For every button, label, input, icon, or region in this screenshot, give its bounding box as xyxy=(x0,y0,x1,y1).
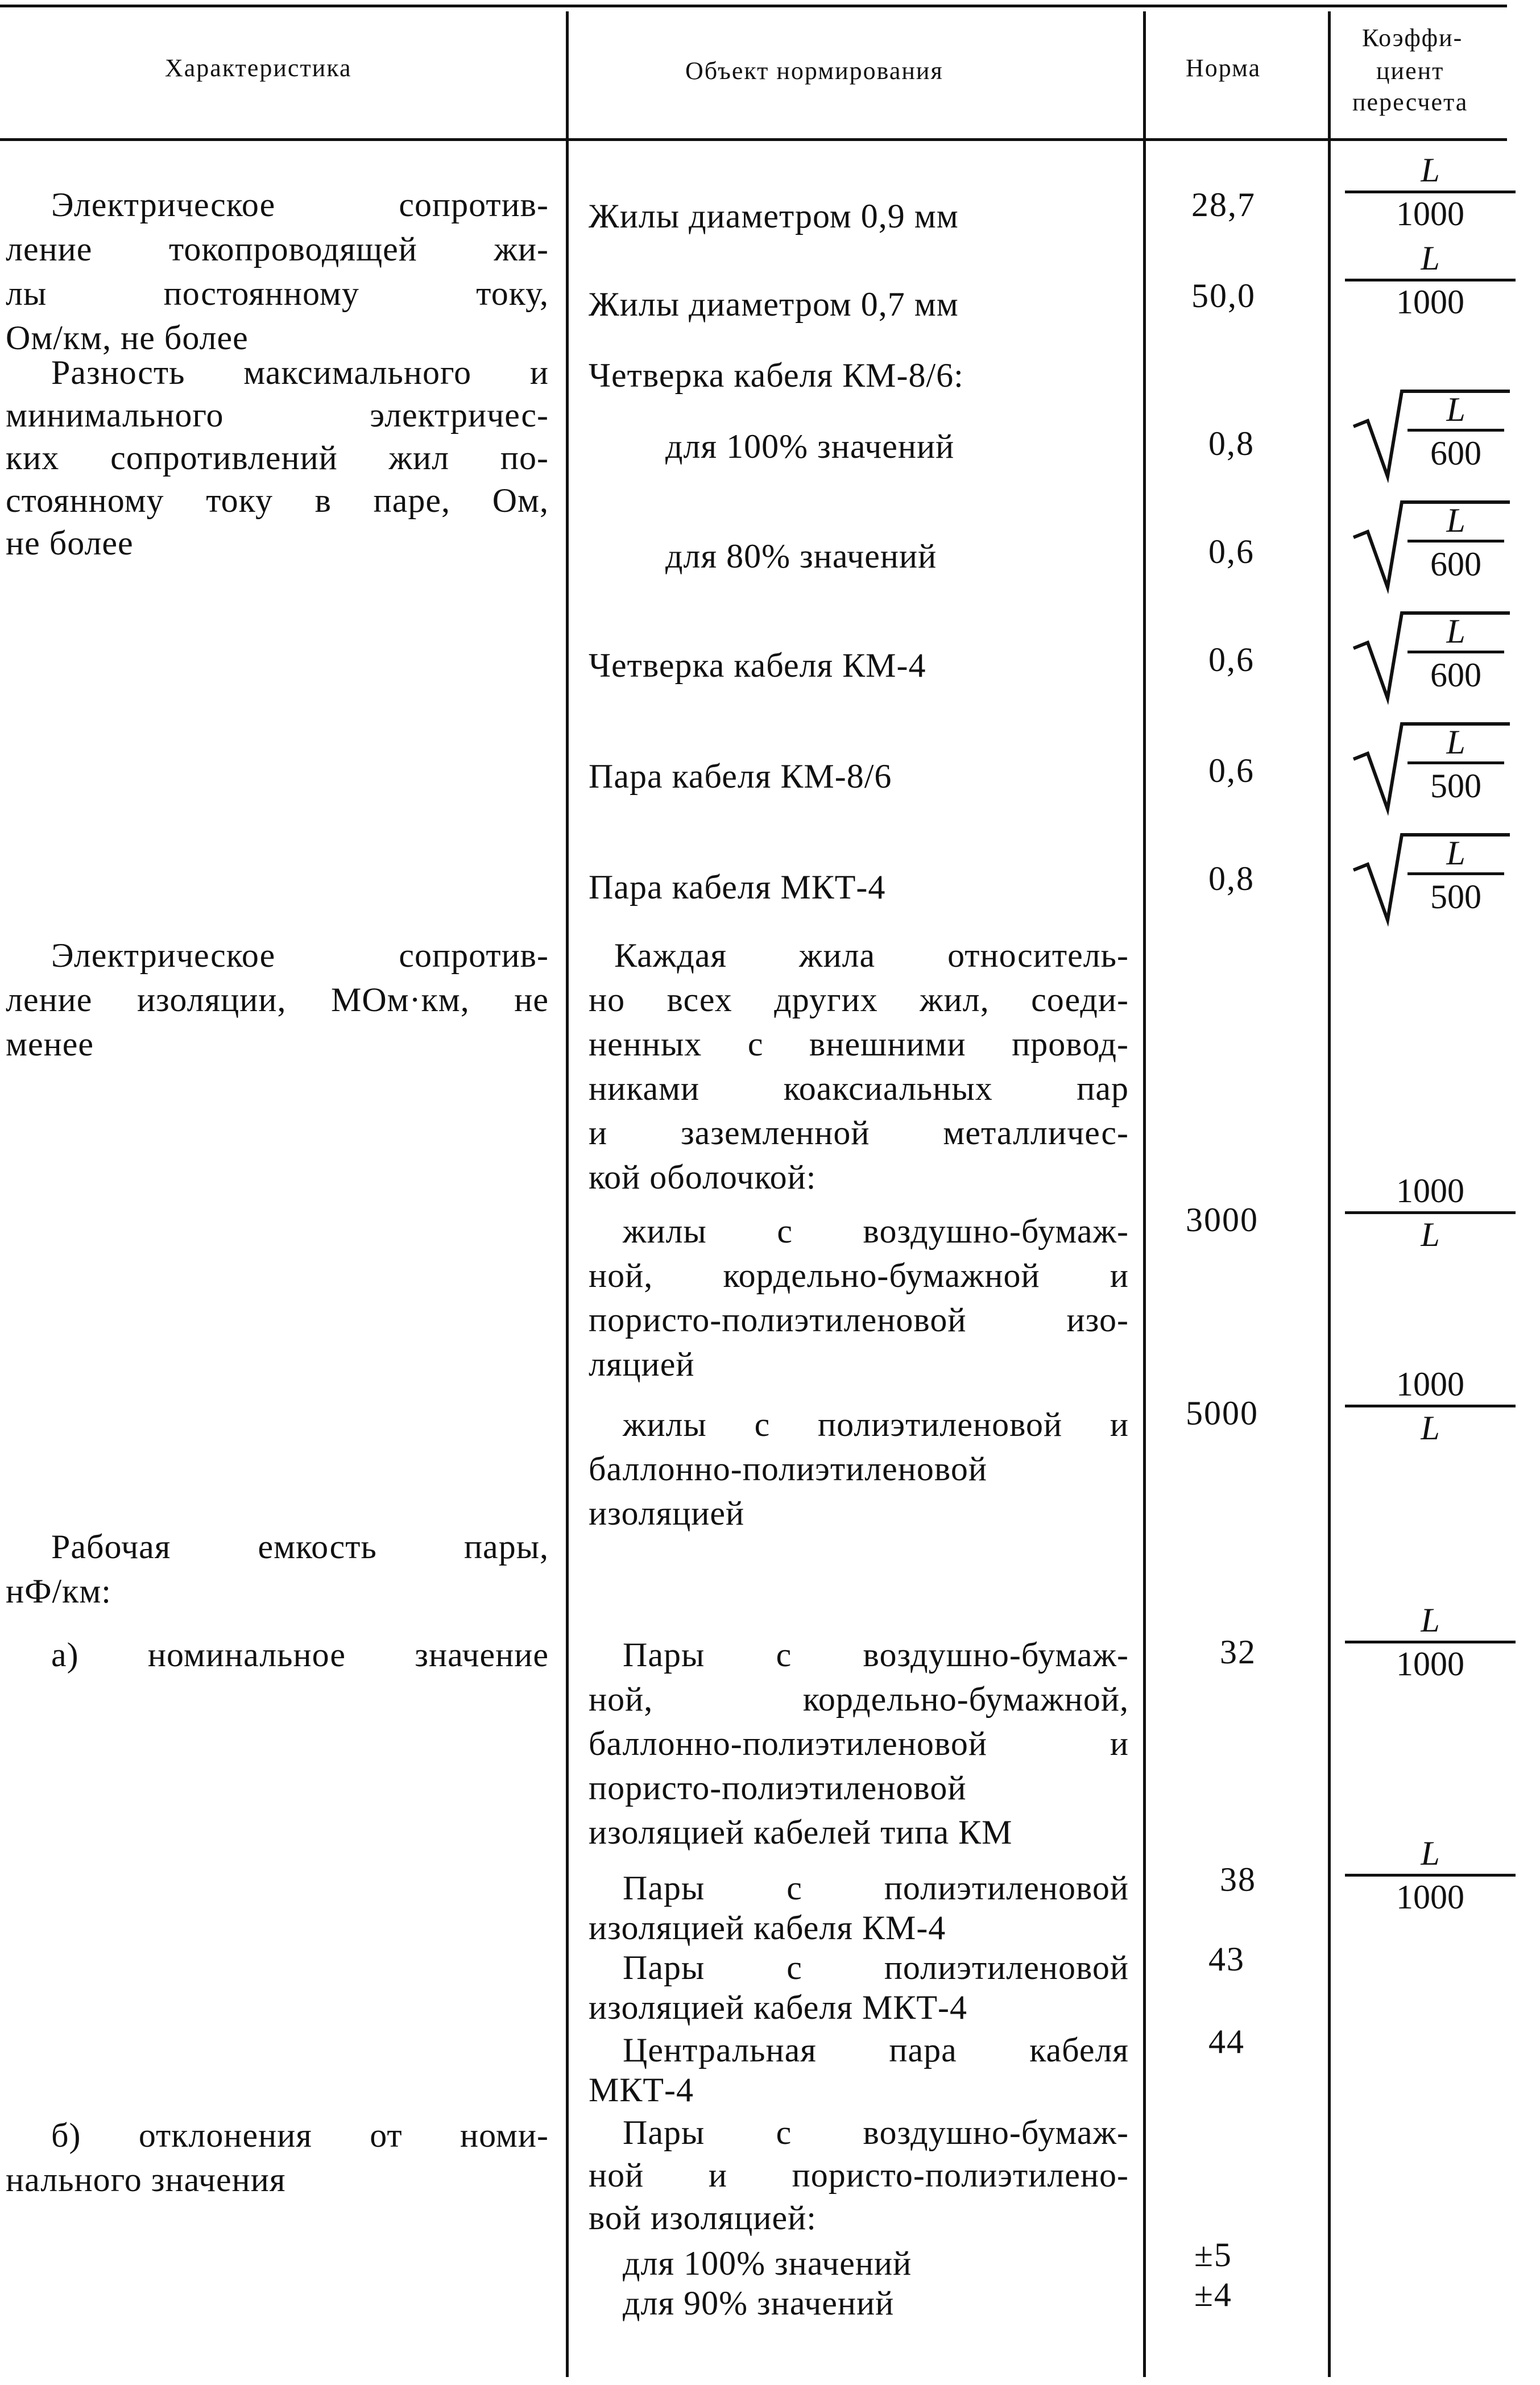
column-divider-2 xyxy=(1143,11,1146,2377)
header-coef-1: Коэффи- xyxy=(1362,24,1463,52)
header-characteristic: Характеристика xyxy=(165,54,352,82)
coef-sqrt-l-over-600: L 600 xyxy=(1345,381,1516,483)
text-line: пористо-полиэтиленовой xyxy=(589,1769,967,1807)
text-line: но всех других жил, соеди- xyxy=(589,981,1129,1018)
object-quad-km86: Четверка кабеля КМ-8/6: xyxy=(589,357,964,394)
text-line: нального значения xyxy=(6,2161,286,2198)
header-object: Объект нормирования xyxy=(685,57,943,85)
coef-l-over-1000: L 1000 xyxy=(1345,1834,1516,1916)
object-pct-80: для 80% значений xyxy=(665,537,937,575)
text-line: Рабочая емкость пары, xyxy=(51,1528,549,1566)
text-line: никами коаксиальных пар xyxy=(589,1070,1129,1107)
coef-sqrt-l-over-500: L 500 xyxy=(1345,714,1516,816)
table-top-rule xyxy=(0,5,1507,7)
column-divider-1 xyxy=(566,11,569,2377)
norm-ins-1: 3000 xyxy=(1186,1201,1259,1239)
norm-dev100: ±5 xyxy=(1194,2236,1232,2274)
text-line: баллонно-полиэтиленовой xyxy=(589,1450,987,1488)
header-coef-3: пересчета xyxy=(1352,88,1468,116)
coef-sqrt-l-over-500: L 500 xyxy=(1345,825,1516,927)
object-wire-07: Жилы диаметром 0,7 мм xyxy=(589,285,959,323)
header-bottom-rule xyxy=(0,138,1507,141)
text-line: ной, кордельно-бумажной и xyxy=(589,1257,1129,1294)
text-line: ной, кордельно-бумажной, xyxy=(589,1680,1129,1718)
text-line: изоляцией xyxy=(589,1494,745,1532)
text-line: стоянному току в паре, Ом, xyxy=(6,482,549,519)
norm-c3: 43 xyxy=(1208,1940,1245,1978)
text-line: менее xyxy=(6,1025,94,1063)
coef-1000-over-l: 1000 L xyxy=(1345,1365,1516,1447)
text-line: лы постоянному току, xyxy=(6,275,549,312)
norm-c2: 38 xyxy=(1220,1861,1256,1898)
text-line: Каждая жила относитель- xyxy=(614,937,1129,974)
text-line: жилы с воздушно-бумаж- xyxy=(623,1212,1129,1250)
object-wire-09: Жилы диаметром 0,9 мм xyxy=(589,197,959,235)
text-line: Разность максимального и xyxy=(51,354,549,391)
coef-sqrt-l-over-600: L 600 xyxy=(1345,492,1516,594)
text-line: ной и пористо-полиэтилено- xyxy=(589,2156,1129,2194)
norm-r07: 50,0 xyxy=(1191,277,1256,314)
norm-dq4: 0,6 xyxy=(1208,641,1255,678)
text-line: вой изоляцией: xyxy=(589,2199,817,2237)
coef-l-over-1000: L 1000 xyxy=(1345,151,1516,233)
object-pair-km86: Пара кабеля КМ-8/6 xyxy=(589,757,892,795)
text-line: Электрическое сопротив- xyxy=(51,937,549,974)
text-line: кой оболочкой: xyxy=(589,1158,817,1196)
text-line: Пары с полиэтиленовой xyxy=(623,1869,1129,1907)
text-line: и заземленной металличес- xyxy=(589,1114,1129,1152)
norm-ins-2: 5000 xyxy=(1186,1394,1259,1432)
text-line: б) отклонения от номи- xyxy=(51,2117,549,2154)
text-line: изоляцией кабеля МКТ-4 xyxy=(589,1989,967,2026)
object-pct-100: для 100% значений xyxy=(665,428,955,465)
norm-dp86: 0,6 xyxy=(1208,752,1255,789)
text-line: ненных с внешними провод- xyxy=(589,1025,1129,1063)
text-line: ление изоляции, МОм·км, не xyxy=(6,981,549,1018)
text-line: пористо-полиэтиленовой изо- xyxy=(589,1301,1129,1339)
text-line: Пары с воздушно-бумаж- xyxy=(623,2114,1129,2151)
coef-1000-over-l: 1000 L xyxy=(1345,1171,1516,1254)
text-line: баллонно-полиэтиленовой и xyxy=(589,1725,1129,1762)
text-line: Центральная пара кабеля xyxy=(623,2031,1129,2069)
text-line: Пары с полиэтиленовой xyxy=(623,1949,1129,1986)
text-line: Ом/км, не более xyxy=(6,319,249,357)
header-norm: Норма xyxy=(1186,54,1261,82)
text-line: МКТ-4 xyxy=(589,2071,694,2109)
header-coef-2: циент xyxy=(1376,57,1444,85)
norm-dev90: ±4 xyxy=(1194,2276,1232,2313)
column-divider-3 xyxy=(1328,11,1331,2377)
text-line: Электрическое сопротив- xyxy=(51,186,549,223)
text-line: изоляцией кабелей типа КМ xyxy=(589,1813,1013,1851)
nominal-value-label: а) номинальное значение xyxy=(51,1636,549,1674)
object-dev-90: для 90% значений xyxy=(623,2284,895,2322)
norm-d100: 0,8 xyxy=(1208,425,1255,462)
text-line: ляцией xyxy=(589,1345,695,1383)
norm-c1: 32 xyxy=(1220,1633,1256,1671)
text-line: ких сопротивлений жил по- xyxy=(6,439,549,477)
object-pair-mkt4: Пара кабеля МКТ-4 xyxy=(589,868,886,906)
text-line: не более xyxy=(6,524,134,562)
text-line: жилы с полиэтиленовой и xyxy=(623,1406,1129,1443)
text-line: минимального электричес- xyxy=(6,396,549,434)
text-line: изоляцией кабеля КМ-4 xyxy=(589,1909,946,1947)
norm-c4: 44 xyxy=(1208,2023,1245,2060)
norm-r09: 28,7 xyxy=(1191,186,1256,223)
text-line: нФ/км: xyxy=(6,1572,111,1610)
coef-l-over-1000: L 1000 xyxy=(1345,1601,1516,1683)
object-dev-100: для 100% значений xyxy=(623,2245,912,2282)
coef-l-over-1000: L 1000 xyxy=(1345,239,1516,321)
object-quad-km4: Четверка кабеля КМ-4 xyxy=(589,647,926,684)
coef-sqrt-l-over-600: L 600 xyxy=(1345,603,1516,705)
norm-d80: 0,6 xyxy=(1208,533,1255,570)
text-line: Пары с воздушно-бумаж- xyxy=(623,1636,1129,1674)
text-line: ление токопроводящей жи- xyxy=(6,230,549,268)
norm-dpmkt: 0,8 xyxy=(1208,860,1255,897)
